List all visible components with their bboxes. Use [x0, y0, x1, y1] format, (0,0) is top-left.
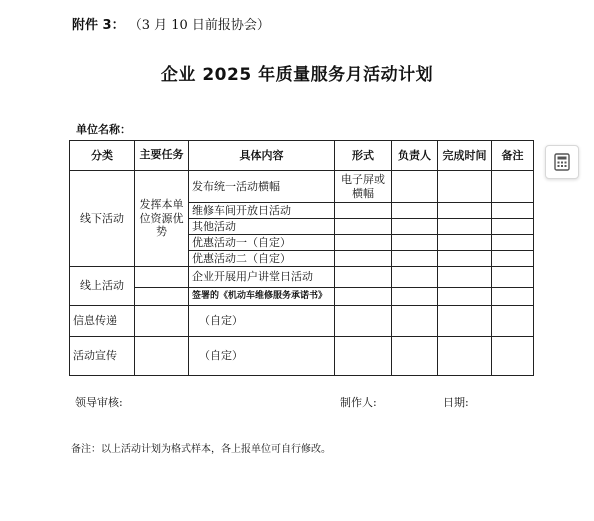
content-cell: 企业开展用户讲堂日活动 [189, 267, 335, 288]
remarks-cell [492, 288, 534, 306]
remarks-cell [492, 251, 534, 267]
owner-cell [392, 288, 438, 306]
owner-cell [392, 306, 438, 337]
deadline-cell [438, 251, 492, 267]
content-cell: 其他活动 [189, 219, 335, 235]
remarks-cell [492, 235, 534, 251]
table-row [70, 306, 534, 337]
attachment-label: 附件 3： [72, 18, 125, 33]
deadline-cell [438, 267, 492, 288]
form-cell [335, 337, 392, 376]
owner-cell [392, 337, 438, 376]
owner-cell [392, 235, 438, 251]
content-cell: 优惠活动一（自定） [189, 235, 335, 251]
col-header-deadline: 完成时间 [438, 141, 492, 171]
remarks-cell [492, 337, 534, 376]
category-online: 线上活动 [70, 267, 135, 306]
task-cell [135, 337, 189, 376]
owner-cell [392, 171, 438, 203]
content-cell: 优惠活动二（自定） [189, 251, 335, 267]
deadline-cell [438, 288, 492, 306]
form-cell [335, 306, 392, 337]
calculator-button[interactable] [545, 145, 579, 179]
content-cell: 发布统一活动横幅 [189, 171, 335, 203]
attachment-line [72, 14, 270, 33]
table-row [70, 337, 534, 376]
owner-cell [392, 267, 438, 288]
footnote: 备注：以上活动计划为格式样本，各上报单位可自行修改。 [71, 444, 331, 455]
attachment-note: （3 月 10 日前报协会） [128, 18, 270, 33]
deadline-cell [438, 337, 492, 376]
category-info: 信息传递 [70, 306, 135, 337]
remarks-cell [492, 203, 534, 219]
task-offline: 发挥本单位资源优势 [135, 171, 189, 267]
remarks-cell [492, 171, 534, 203]
content-cell: 签署的《机动车维修服务承诺书》 [189, 288, 335, 306]
table-row [70, 288, 534, 306]
table-row [70, 267, 534, 288]
task-cell [135, 267, 189, 288]
form-cell [335, 288, 392, 306]
owner-cell [392, 251, 438, 267]
leader-review-label: 领导审核: [75, 396, 123, 409]
col-header-remarks: 备注 [492, 141, 534, 171]
task-cell [135, 288, 189, 306]
table-header-row [70, 141, 534, 171]
form-cell [335, 267, 392, 288]
date-label: 日期: [443, 396, 469, 409]
content-cell: （自定） [189, 337, 335, 376]
col-header-task: 主要任务 [135, 141, 189, 171]
remarks-cell [492, 219, 534, 235]
content-cell: （自定） [189, 306, 335, 337]
content-cell: 维修车间开放日活动 [189, 203, 335, 219]
owner-cell [392, 203, 438, 219]
unit-name-label: 单位名称： [76, 123, 131, 136]
category-offline: 线下活动 [70, 171, 135, 267]
deadline-cell [438, 171, 492, 203]
col-header-content: 具体内容 [189, 141, 335, 171]
form-cell [335, 251, 392, 267]
maker-label: 制作人: [340, 396, 377, 409]
col-header-form: 形式 [335, 141, 392, 171]
table-row [70, 171, 534, 203]
deadline-cell [438, 203, 492, 219]
form-cell [335, 235, 392, 251]
form-cell [335, 203, 392, 219]
activity-plan-table [69, 140, 534, 376]
category-promo: 活动宣传 [70, 337, 135, 376]
remarks-cell [492, 267, 534, 288]
task-cell [135, 306, 189, 337]
calculator-icon [552, 152, 572, 172]
col-header-category: 分类 [70, 141, 135, 171]
page-title: 企业 2025 年质量服务月活动计划 [160, 65, 434, 85]
deadline-cell [438, 235, 492, 251]
deadline-cell [438, 306, 492, 337]
form-cell [335, 219, 392, 235]
owner-cell [392, 219, 438, 235]
remarks-cell [492, 306, 534, 337]
form-cell: 电子屏或横幅 [335, 171, 392, 203]
deadline-cell [438, 219, 492, 235]
col-header-owner: 负责人 [392, 141, 438, 171]
